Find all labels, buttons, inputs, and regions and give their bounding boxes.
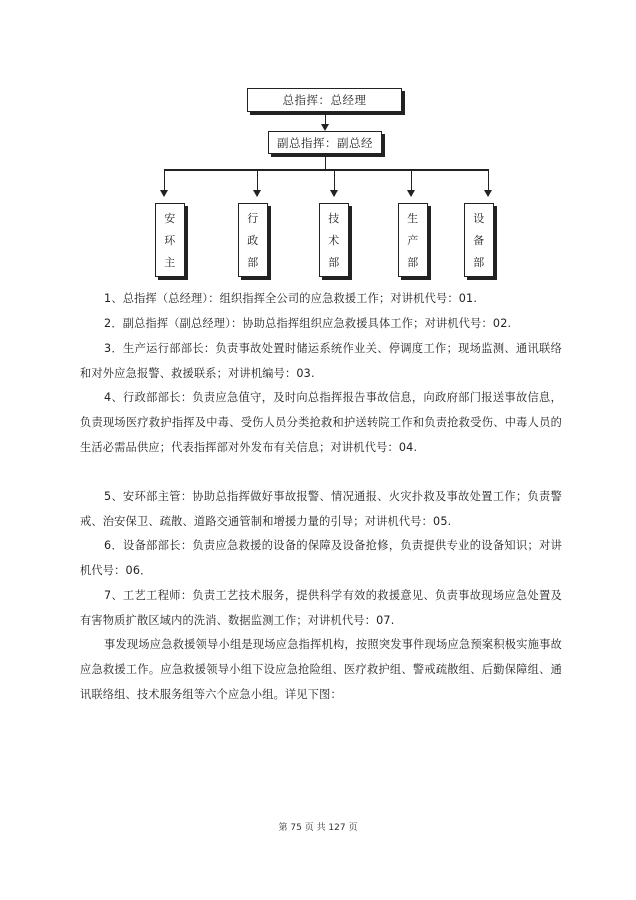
dept-char: 部	[247, 255, 259, 269]
paragraph-7: 7、工艺工程师：负责工艺技术服务，提供科学有效的救援意见、负责事故现场应急处置及有害物质扩散区域内的洗消、数据监测工作；对讲机代号：07.	[80, 589, 562, 627]
dept-char: 生	[407, 211, 419, 225]
arrow-down-icon	[321, 124, 329, 131]
dept-char: 部	[407, 255, 419, 269]
dept-box-admin	[238, 203, 268, 277]
top-commander-label: 总指挥：总经理	[282, 93, 367, 107]
arrow-down-icon	[407, 190, 415, 197]
dept-char: 部	[473, 255, 485, 269]
dept-char: 主	[164, 255, 176, 269]
dept-char: 部	[328, 255, 340, 269]
paragraph-2: 2．副总指挥（副总经理）：协助总指挥组织应急救援具体工作；对讲机代号：02.	[104, 317, 512, 330]
dept-box-equipment	[464, 203, 494, 277]
dept-box-safety	[155, 203, 185, 277]
arrow-down-icon	[330, 190, 338, 197]
page-number: 第 75 页 共 127 页	[278, 823, 358, 833]
paragraph-3: 3．生产运行部部长：负责事故处置时储运系统作业关、停调度工作；现场监测、通讯联络和对外应急报警、救援联系；对讲机编号：03.	[80, 342, 562, 380]
dept-box-production	[398, 203, 428, 277]
dept-char: 产	[407, 233, 419, 247]
dept-char: 技	[328, 211, 340, 225]
dept-char: 政	[247, 233, 259, 247]
paragraph-6: 6．设备部部长：负责应急救援的设备的保障及设备抢修，负责提供专业的设备知识；对讲机代号：06．	[80, 539, 562, 577]
dept-char: 术	[328, 233, 340, 247]
arrow-down-icon	[484, 190, 492, 197]
top-commander-box	[247, 88, 402, 112]
dept-char: 行	[247, 211, 259, 225]
dept-char: 环	[164, 233, 176, 247]
paragraph-5: 5、安环部主管：协助总指挥做好事故报警、情况通报、火灾扑救及事故处置工作；负责警戒、治安保卫、疏散、道路交通管制和增援力量的引导；对讲机代号：05.	[80, 490, 562, 528]
branch-line	[164, 169, 489, 171]
arrow-down-icon	[160, 190, 168, 197]
paragraph-8: 事发现场应急救援领导小组是现场应急指挥机构，按照突发事件现场应急预案积极实施事故应急救援工作。应急救援领导小组下设应急抢险组、医疗救护组、警戒疏散组、后勤保障组、通讯联络组、技术服务组等六个应急小组。详见下图：	[80, 638, 562, 701]
paragraph-1: 1、总指挥（总经理）：组织指挥全公司的应急救援工作；对讲机代号：01.	[104, 292, 478, 305]
dept-char: 设	[473, 211, 485, 225]
dept-char: 备	[473, 233, 485, 247]
dept-char: 安	[164, 211, 176, 225]
dept-box-tech	[319, 203, 349, 277]
connector-line	[325, 154, 326, 170]
deputy-commander-box	[268, 131, 382, 154]
arrow-down-icon	[253, 190, 261, 197]
paragraph-4: 4、行政部部长：负责应急值守，及时向总指挥报告事故信息，向政府部门报送事故信息，负责现场医疗救护指挥及中毒、受伤人员分类抢救和护送转院工作和负责抢救受伤、中毒人员的生活必需品供应；代表指挥部对外发布有关信息；对讲机代号：04.	[80, 391, 562, 454]
deputy-commander-label: 副总指挥：副总经	[277, 135, 373, 150]
